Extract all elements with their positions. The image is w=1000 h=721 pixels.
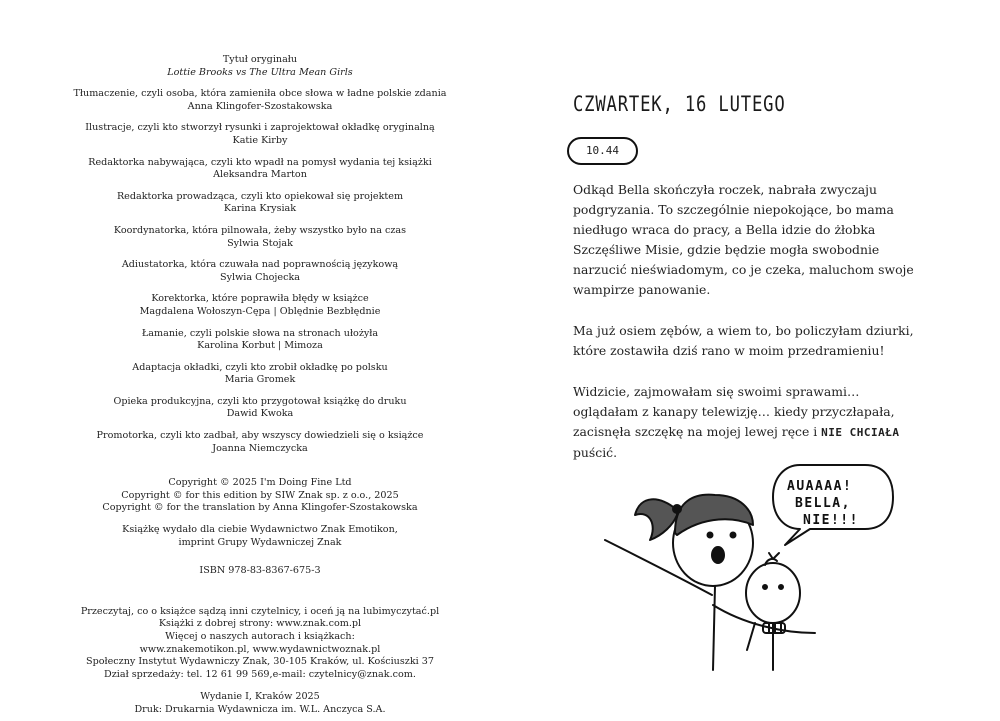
credit-role: Łamanie, czyli polskie słowa na stronach ułożyła [141, 327, 379, 339]
bubble-line-1: AUAAAA! [787, 479, 853, 494]
credit-entry [70, 54, 450, 79]
illustration [595, 455, 925, 680]
credit-role: Redaktorka nabywająca, czyli kto wpadł na pomysł wydania tej książki [88, 156, 432, 168]
copyright-line: Copyright © for this edition by SIW Znak sp. z o.o., 2025 [121, 489, 399, 501]
isbn: ISBN 978-83-8367-675-3 [199, 565, 321, 577]
credit-entry [70, 157, 450, 182]
contact-line: www.znakemotikon.pl, www.wydawnictwoznak.pl [139, 643, 381, 655]
credit-role: Korektorka, które poprawiła błędy w książce [151, 293, 369, 305]
credit-role: Tytuł oryginału [222, 54, 298, 65]
credit-name: Anna Klingofer-Szostakowska [187, 100, 333, 112]
credit-name: Karolina Korbut | Mimoza [197, 340, 323, 352]
contact-line: Dział sprzedaży: tel. 12 61 99 569,e-mail: czytelnicy@znak.com. [104, 668, 416, 680]
credit-entry [70, 191, 450, 216]
credit-name: Katie Kirby [232, 134, 288, 146]
paragraph-3-end: puścić. [573, 445, 618, 460]
diary-date-heading: CZWARTEK, 16 LUTEGO [573, 92, 786, 116]
credit-name: Karina Krysiak [223, 203, 297, 215]
ponytail [635, 499, 677, 540]
copyright-line: Copyright © 2025 I'm Doing Fine Ltd [168, 477, 352, 489]
credit-role: Opieka produkcyjna, czyli kto przygotował książkę do druku [113, 395, 407, 407]
contact-line: Więcej o naszych autorach i książkach: [165, 631, 355, 642]
credit-entry [70, 396, 450, 421]
edition-line: Druk: Drukarnia Wydawnicza im. W.L. Anczyca S.A. [134, 703, 386, 715]
credit-role: Koordynatorka, która pilnowała, żeby wszystko było na czas [113, 224, 407, 236]
emphasis-text: NIE CHCIAŁA [821, 426, 900, 439]
credit-entry [70, 430, 450, 455]
credit-name: Maria Gromek [224, 374, 296, 386]
credit-role: Adaptacja okładki, czyli kto zrobił okładkę po polsku [132, 361, 388, 373]
credit-entry [70, 293, 450, 318]
publisher-line: Książkę wydało dla ciebie Wydawnictwo Znak Emotikon, [122, 524, 398, 536]
paragraph-3 [573, 382, 918, 463]
credit-name: Magdalena Wołoszyn-Cępa | Oblędnie Bezbłędnie [139, 305, 381, 317]
credit-name: Sylwia Chojecka [220, 271, 300, 283]
contact-line: Przeczytaj, co o książce sądzą inni czytelnicy, i oceń ją na lubimyczytać.pl [80, 605, 440, 617]
contact-line: Społeczny Instytut Wydawniczy Znak, 30-105 Kraków, ul. Kościuszki 37 [86, 656, 434, 668]
credit-entry [70, 328, 450, 353]
credit-role: Ilustracje, czyli kto stworzył rysunki i zaprojektował okładkę oryginalną [85, 122, 435, 134]
credit-name: Aleksandra Marton [213, 169, 307, 181]
credit-name: Sylwia Stojak [227, 237, 293, 249]
contact-line: Książki z dobrej strony: www.znak.com.pl [158, 618, 362, 630]
credit-name: Joanna Niemczycka [212, 442, 308, 454]
bubble-line-2: BELLA, [795, 496, 851, 511]
credits-list [70, 54, 450, 455]
copyright-block [70, 477, 450, 515]
baby-head [746, 563, 800, 623]
girl-hair [675, 495, 753, 535]
bubble-line-3: NIE!!! [803, 513, 859, 528]
credit-entry [70, 225, 450, 250]
imprint-page [70, 54, 450, 717]
credit-entry [70, 362, 450, 387]
edition-line: Wydanie I, Kraków 2025 [200, 691, 320, 703]
credit-entry [70, 122, 450, 147]
credit-role: Adiustatorka, która czuwała nad poprawnością językową [121, 259, 399, 271]
credit-role: Promotorka, czyli kto zadbał, aby wszyscy dowiedzieli się o książce [96, 430, 424, 442]
credit-entry [70, 88, 450, 113]
time-badge: 10.44 [567, 137, 638, 165]
paragraph-3-text: Widzicie, zajmowałam się swoimi sprawami… oglądałam z kanapy telewizję… kiedy przyczłapała, zacisnęła szczękę na mojej lewej ręce i [573, 384, 895, 439]
credit-role: Redaktorka prowadząca, czyli kto opiekował się projektem [116, 190, 404, 202]
contact-block [70, 606, 450, 682]
publisher-block [70, 524, 450, 549]
copyright-line: Copyright © for the translation by Anna Klingofer-Szostakowska [102, 502, 418, 514]
publisher-line: imprint Grupy Wydawniczej Znak [178, 536, 342, 548]
paragraph-2: Ma już osiem zębów, a wiem to, bo policzyłam dziurki, które zostawiła dziś rano w moim przedramieniu! [573, 323, 914, 358]
credit-name: Dawid Kwoka [226, 408, 294, 420]
credit-entry [70, 259, 450, 284]
credit-role: Tłumaczenie, czyli osoba, która zamieniła obce słowa w ładne polskie zdania [73, 88, 447, 100]
credit-name: Lottie Brooks vs The Ultra Mean Girls [167, 66, 353, 78]
edition-block [70, 691, 450, 716]
paragraph-1: Odkąd Bella skończyła roczek, nabrała zwyczaju podgryzania. To szczególnie niepokojące, bo mama niedługo wraca do pracy, a Bella idzie do żłobka Szczęśliwe Misie, gdzie będzie mogła swobodnie narzucić nieświadomym, co je czeka, maluchom swoje wampirze panowanie. [573, 182, 914, 297]
